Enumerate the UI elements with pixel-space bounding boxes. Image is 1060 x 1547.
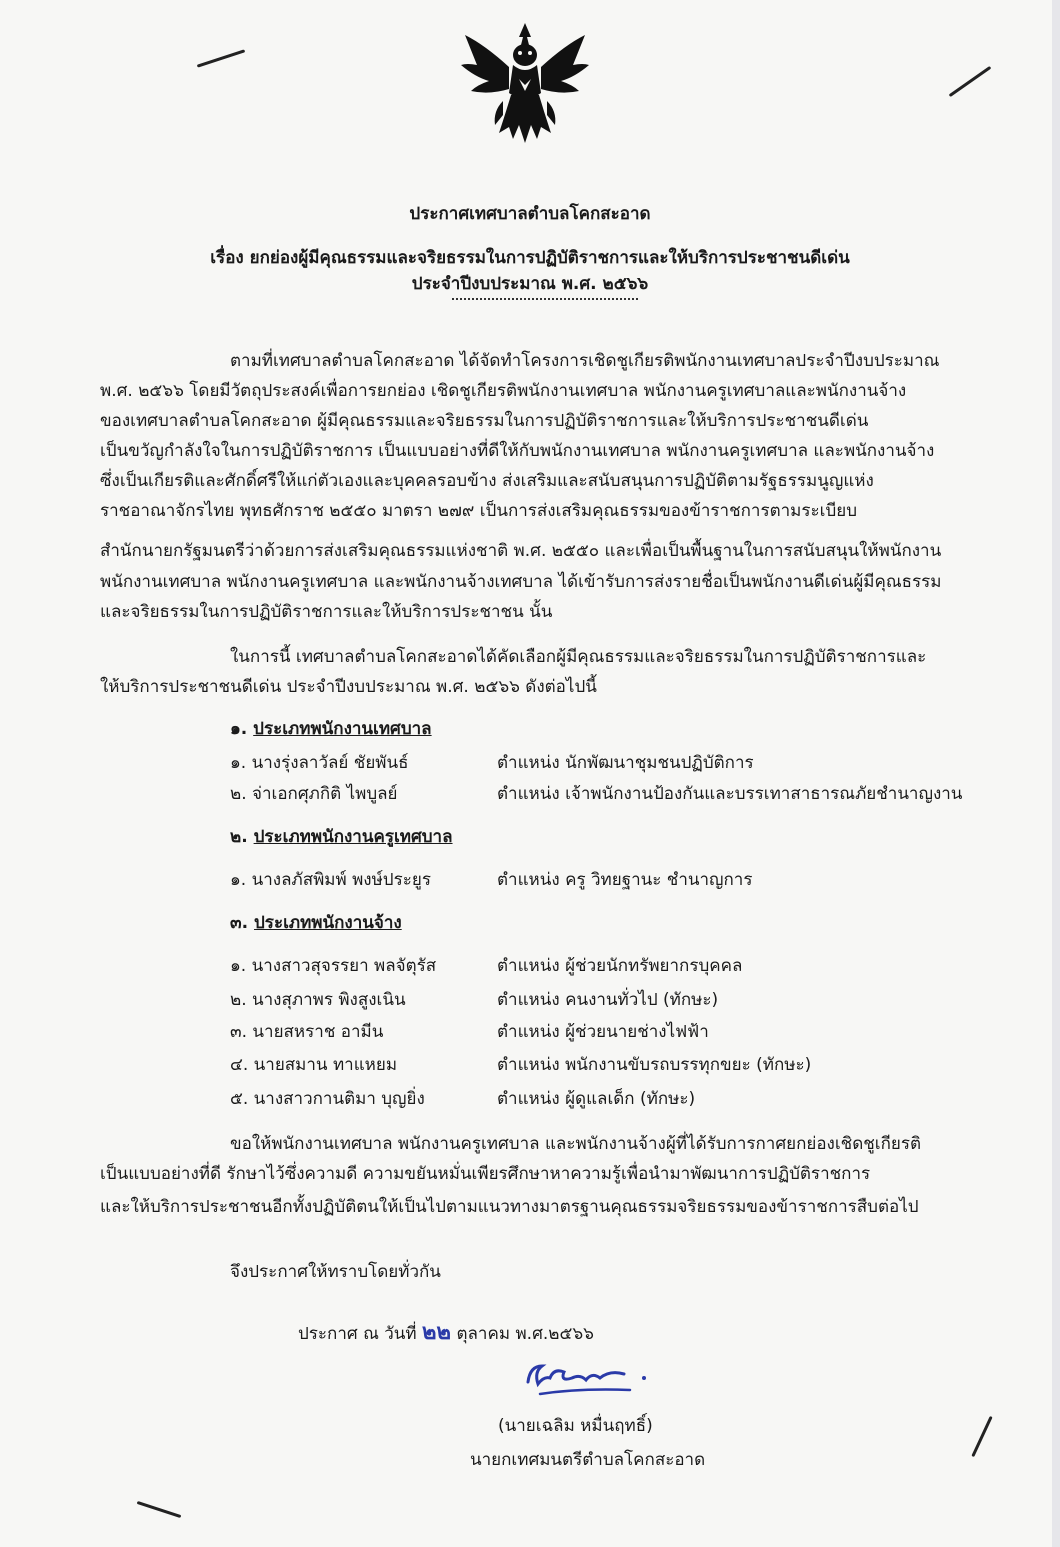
paragraph-line: ซึ่งเป็นเกียรติและศักดิ์ศรีให้แก่ตัวเองและบุคคลรอบข้าง ส่งเสริมและสนับสนุนการปฏิบัติตามรัฐธรรมนูญแห่ง	[100, 471, 874, 491]
group-title: ประเภทพนักงานเทศบาล	[253, 719, 432, 739]
page-edge	[1052, 0, 1060, 1547]
fiscal-year: ประจำปีงบประมาณ พ.ศ. ๒๕๖๖	[411, 274, 649, 294]
paragraph-line: พนักงานเทศบาล พนักงานครูเทศบาล และพนักงานจ้างเทศบาล ได้เข้ารับการส่งรายชื่อเป็นพนักงานดีเด่นผู้มีคุณธรรม	[100, 572, 942, 592]
scan-mark	[137, 1501, 182, 1518]
garuda-emblem-icon	[455, 15, 595, 155]
closing-line: จึงประกาศให้ทราบโดยทั่วกัน	[230, 1262, 441, 1282]
person-position: ตำแหน่ง ผู้ช่วยนักทรัพยากรบุคคล	[497, 956, 743, 976]
person-position: ตำแหน่ง ผู้ดูแลเด็ก (ทักษะ)	[497, 1089, 696, 1109]
paragraph-line: ให้บริการประชาชนดีเด่น ประจำปีงบประมาณ พ.ศ. ๒๕๖๖ ดังต่อไปนี้	[100, 677, 597, 697]
announcement-date	[298, 1314, 594, 1349]
group-heading	[230, 823, 453, 850]
paragraph-line: ราชอาณาจักรไทย พุทธศักราช ๒๕๕๐ มาตรา ๒๗๙ เป็นการส่งเสริมคุณธรรมของข้าราชการตามระเบียบ	[100, 501, 857, 521]
announcement-subject: เรื่อง ยกย่องผู้มีคุณธรรมและจริยธรรมในการปฏิบัติราชการและให้บริการประชาชนดีเด่น	[210, 248, 850, 268]
person-position: ตำแหน่ง พนักงานขับรถบรรทุกขยะ (ทักษะ)	[497, 1055, 812, 1075]
person-name: ๑. นางสาวสุจรรยา พลจัตุรัส	[230, 956, 437, 976]
scan-mark	[949, 66, 992, 97]
person-name: ๒. จ่าเอกศุภกิติ ไพบูลย์	[230, 784, 398, 804]
person-position: ตำแหน่ง คนงานทั่วไป (ทักษะ)	[497, 990, 719, 1010]
paragraph-line: ตามที่เทศบาลตำบลโคกสะอาด ได้จัดทำโครงการเชิดชูเกียรติพนักงานเทศบาลประจำปีงบประมาณ	[230, 351, 940, 371]
group-title: ประเภทพนักงานจ้าง	[254, 913, 402, 933]
group-number: ๒.	[230, 827, 248, 847]
scan-mark	[971, 1416, 992, 1457]
paragraph-line: ของเทศบาลตำบลโคกสะอาด ผู้มีคุณธรรมและจริยธรรมในการปฏิบัติราชการและให้บริการประชาชนดีเด่น	[100, 411, 869, 431]
paragraph-line: และจริยธรรมในการปฏิบัติราชการและให้บริการประชาชน นั้น	[100, 602, 553, 622]
person-position: ตำแหน่ง ครู วิทยฐานะ ชำนาญการ	[497, 870, 753, 890]
paragraph-line: เป็นขวัญกำลังใจในการปฏิบัติราชการ เป็นแบบอย่างที่ดีให้กับพนักงานเทศบาล พนักงานครูเทศบาล และพนักงานจ้าง	[100, 441, 935, 461]
person-name: ๑. นางลภัสพิมพ์ พงษ์ประยูร	[230, 870, 431, 890]
person-name: ๒. นางสุภาพร พิงสูงเนิน	[230, 990, 406, 1010]
date-suffix: ตุลาคม พ.ศ.๒๕๖๖	[456, 1324, 594, 1344]
group-heading	[230, 909, 402, 936]
paragraph-line: เป็นแบบอย่างที่ดี รักษาไว้ซึ่งความดี ความขยันหมั่นเพียรศึกษาหาความรู้เพื่อนำมาพัฒนาการปฏิบัติราชการ	[100, 1164, 871, 1184]
group-heading	[230, 715, 432, 742]
paragraph-line: และให้บริการประชาชนอีกทั้งปฏิบัติตนให้เป็นไปตามแนวทางมาตรฐานคุณธรรมจริยธรรมของข้าราชการสืบต่อไป	[100, 1197, 919, 1217]
separator-dots	[452, 298, 638, 300]
person-name: ๔. นายสมาน ทาแหยม	[230, 1055, 398, 1075]
group-number: ๑.	[230, 719, 248, 739]
paragraph-line: ขอให้พนักงานเทศบาล พนักงานครูเทศบาล และพนักงานจ้างผู้ที่ได้รับการกาศยกย่องเชิดชูเกียรติ	[230, 1134, 922, 1154]
person-name: ๓. นายสหราช อามีน	[230, 1022, 384, 1042]
scan-mark	[197, 49, 245, 67]
paragraph-line: ในการนี้ เทศบาลตำบลโคกสะอาดได้คัดเลือกผู้มีคุณธรรมและจริยธรรมในการปฏิบัติราชการและ	[230, 647, 927, 667]
date-prefix: ประกาศ ณ วันที่	[298, 1324, 417, 1344]
person-name: ๑. นางรุ่งลาวัลย์ ชัยพันธ์	[230, 753, 409, 773]
group-number: ๓.	[230, 913, 249, 933]
signature-icon	[520, 1352, 660, 1402]
person-position: ตำแหน่ง นักพัฒนาชุมชนปฏิบัติการ	[497, 753, 754, 773]
signatory-name: (นายเฉลิม หมื่นฤทธิ์)	[498, 1416, 653, 1436]
signatory-title: นายกเทศมนตรีตำบลโคกสะอาด	[470, 1450, 706, 1470]
group-title: ประเภทพนักงานครูเทศบาล	[253, 827, 453, 847]
person-position: ตำแหน่ง ผู้ช่วยนายช่างไฟฟ้า	[497, 1022, 709, 1042]
paragraph-line: พ.ศ. ๒๕๖๖ โดยมีวัตถุประสงค์เพื่อการยกย่อง เชิดชูเกียรติพนักงานเทศบาล พนักงานครูเทศบาลและพนักงานจ้าง	[100, 381, 907, 401]
paragraph-line: สำนักนายกรัฐมนตรีว่าด้วยการส่งเสริมคุณธรรมแห่งชาติ พ.ศ. ๒๕๕๐ และเพื่อเป็นพื้นฐานในการสนับสนุนให้พนักงาน	[100, 541, 942, 561]
announcement-title: ประกาศเทศบาลตำบลโคกสะอาด	[409, 204, 651, 224]
person-position: ตำแหน่ง เจ้าพนักงานป้องกันและบรรเทาสาธารณภัยชำนาญงาน	[497, 784, 963, 804]
date-day-handwritten: ๒๒	[422, 1319, 452, 1345]
person-name: ๕. นางสาวกานติมา บุญยิ่ง	[230, 1089, 425, 1109]
